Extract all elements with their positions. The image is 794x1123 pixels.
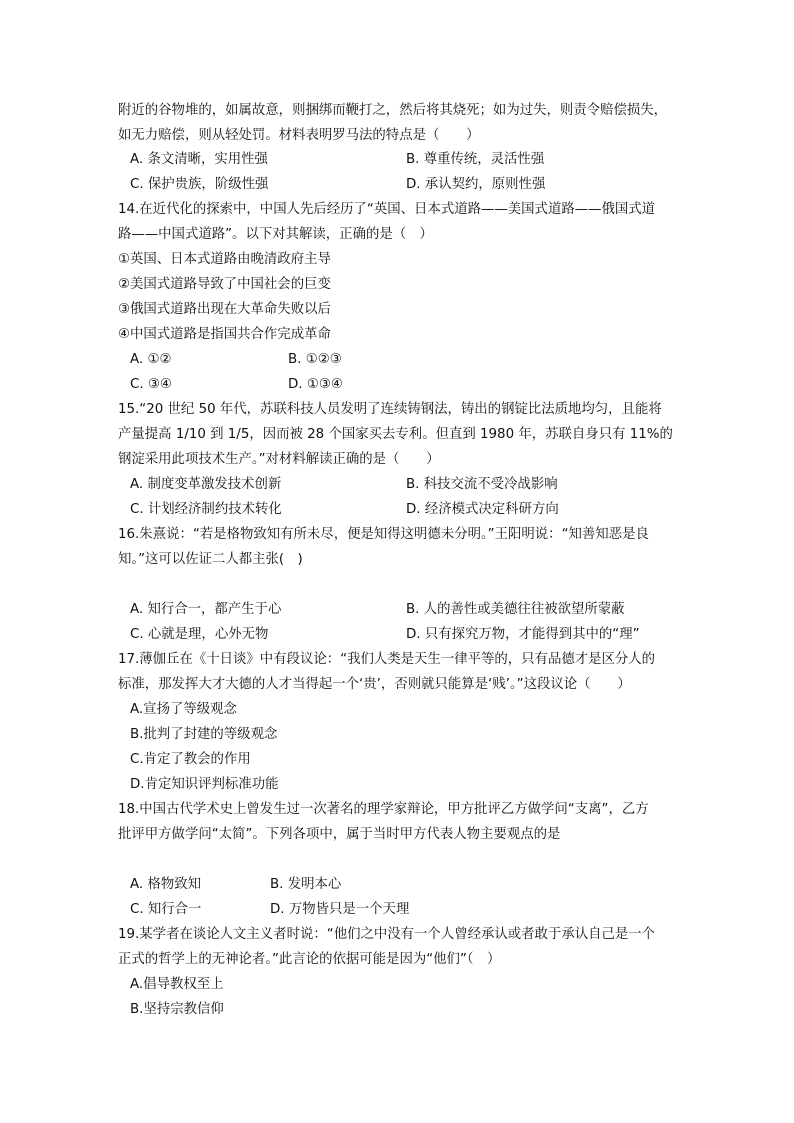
q19-option-b: B.坚持宗教信仰: [130, 1002, 224, 1017]
q14-option-b: B. ①②③: [288, 352, 342, 367]
q17-option-b: B.批判了封建的等级观念: [130, 727, 278, 742]
q17-option-d: D.肯定知识评判标准功能: [130, 777, 279, 792]
q18-option-a: A. 格物致知: [130, 877, 201, 892]
q14-statement-1: ①英国、日本式道路由晚清政府主导: [118, 252, 331, 267]
q18-stem-line1: 18.中国古代学术史上曾发生过一次著名的理学家辩论，甲方批评乙方做学问“支离”，乙方: [118, 802, 649, 817]
q13-option-c: C. 保护贵族，阶级性强: [130, 177, 269, 192]
q18-option-d: D. 万物皆只是一个天理: [270, 902, 410, 917]
q17-option-a: A.宣扬了等级观念: [130, 702, 237, 717]
q19-stem-line2: 正式的哲学上的无神论者。”此言论的依据可能是因为“他们”（ ）: [118, 952, 501, 967]
q15-stem-line2: 产量提高 1/10 到 1/5，因而被 28 个国家买去专利。但直到 1980 年，苏联自身只有 11%的: [118, 427, 673, 442]
q19-stem-line1: 19.某学者在谈论人文主义者时说：“他们之中没有一个人曾经承认或者敢于承认自己是一个: [118, 927, 656, 942]
q15-option-b: B. 科技交流不受冷战影响: [406, 477, 558, 492]
q18-option-c: C. 知行合一: [130, 902, 202, 917]
q14-stem-line2: 路——中国式道路”。以下对其解读，正确的是（ ）: [118, 227, 433, 242]
q18-option-b: B. 发明本心: [270, 877, 342, 892]
q17-stem-line1: 17.薄伽丘在《十日谈》中有段议论：“我们人类是天生一律平等的，只有品德才是区分人的: [118, 652, 656, 667]
q16-option-c: C. 心就是理，心外无物: [130, 627, 269, 642]
q17-option-c: C.肯定了教会的作用: [130, 752, 251, 767]
q13-stem-line1: 附近的谷物堆的，如属故意，则捆绑而鞭打之，然后将其烧死；如为过失，则责令赔偿损失，: [118, 103, 668, 118]
q16-option-b: B. 人的善性或美德往往被欲望所蒙蔽: [406, 602, 625, 617]
q14-stem-line1: 14.在近代化的探索中，中国人先后经历了“英国、日本式道路——美国式道路——俄国式道: [118, 202, 656, 217]
q16-option-d: D. 只有探究万物，才能得到其中的“理”: [406, 627, 640, 642]
q16-stem-line2: 知。”这可以佐证二人都主张( ): [118, 552, 303, 567]
q18-stem-line2: 批评甲方做学问“太简”。下列各项中，属于当时甲方代表人物主要观点的是: [118, 827, 561, 842]
q16-option-a: A. 知行合一，都产生于心: [130, 602, 282, 617]
q13-option-d: D. 承认契约，原则性强: [406, 177, 546, 192]
q13-option-b: B. 尊重传统，灵活性强: [406, 152, 545, 167]
q14-option-c: C. ③④: [130, 377, 172, 392]
q15-option-a: A. 制度变革激发技术创新: [130, 477, 282, 492]
q19-option-a: A.倡导教权至上: [130, 977, 224, 992]
q13-stem-line2: 如无力赔偿，则从轻处罚。材料表明罗马法的特点是（ ）: [118, 128, 480, 143]
q17-stem-line2: 标准，那发挥大才大德的人才当得起一个‘贵’，否则就只能算是‘贱’。”这段议论（ ）: [118, 677, 631, 692]
q14-option-a: A. ①②: [130, 352, 172, 367]
q15-stem-line1: 15.“20 世纪 50 年代，苏联科技人员发明了连续铸钢法，铸出的钢锭比法质地均匀，且能将: [118, 402, 662, 417]
q13-option-a: A. 条文清晰，实用性强: [130, 152, 268, 167]
q15-option-d: D. 经济模式决定科研方向: [406, 502, 559, 517]
q15-stem-line3: 钢淀采用此项技术生产。”对材料解读正确的是（ ）: [118, 452, 440, 467]
q15-option-c: C. 计划经济制约技术转化: [130, 502, 282, 517]
q14-option-d: D. ①③④: [288, 377, 343, 392]
q16-stem-line1: 16.朱熹说：“若是格物致知有所未尽，便是知得这明德未分明。”王阳明说：“知善知恶是良: [118, 527, 649, 542]
q14-statement-4: ④中国式道路是指国共合作完成革命: [118, 327, 331, 342]
q14-statement-2: ②美国式道路导致了中国社会的巨变: [118, 277, 331, 292]
q14-statement-3: ③俄国式道路出现在大革命失败以后: [118, 302, 331, 317]
